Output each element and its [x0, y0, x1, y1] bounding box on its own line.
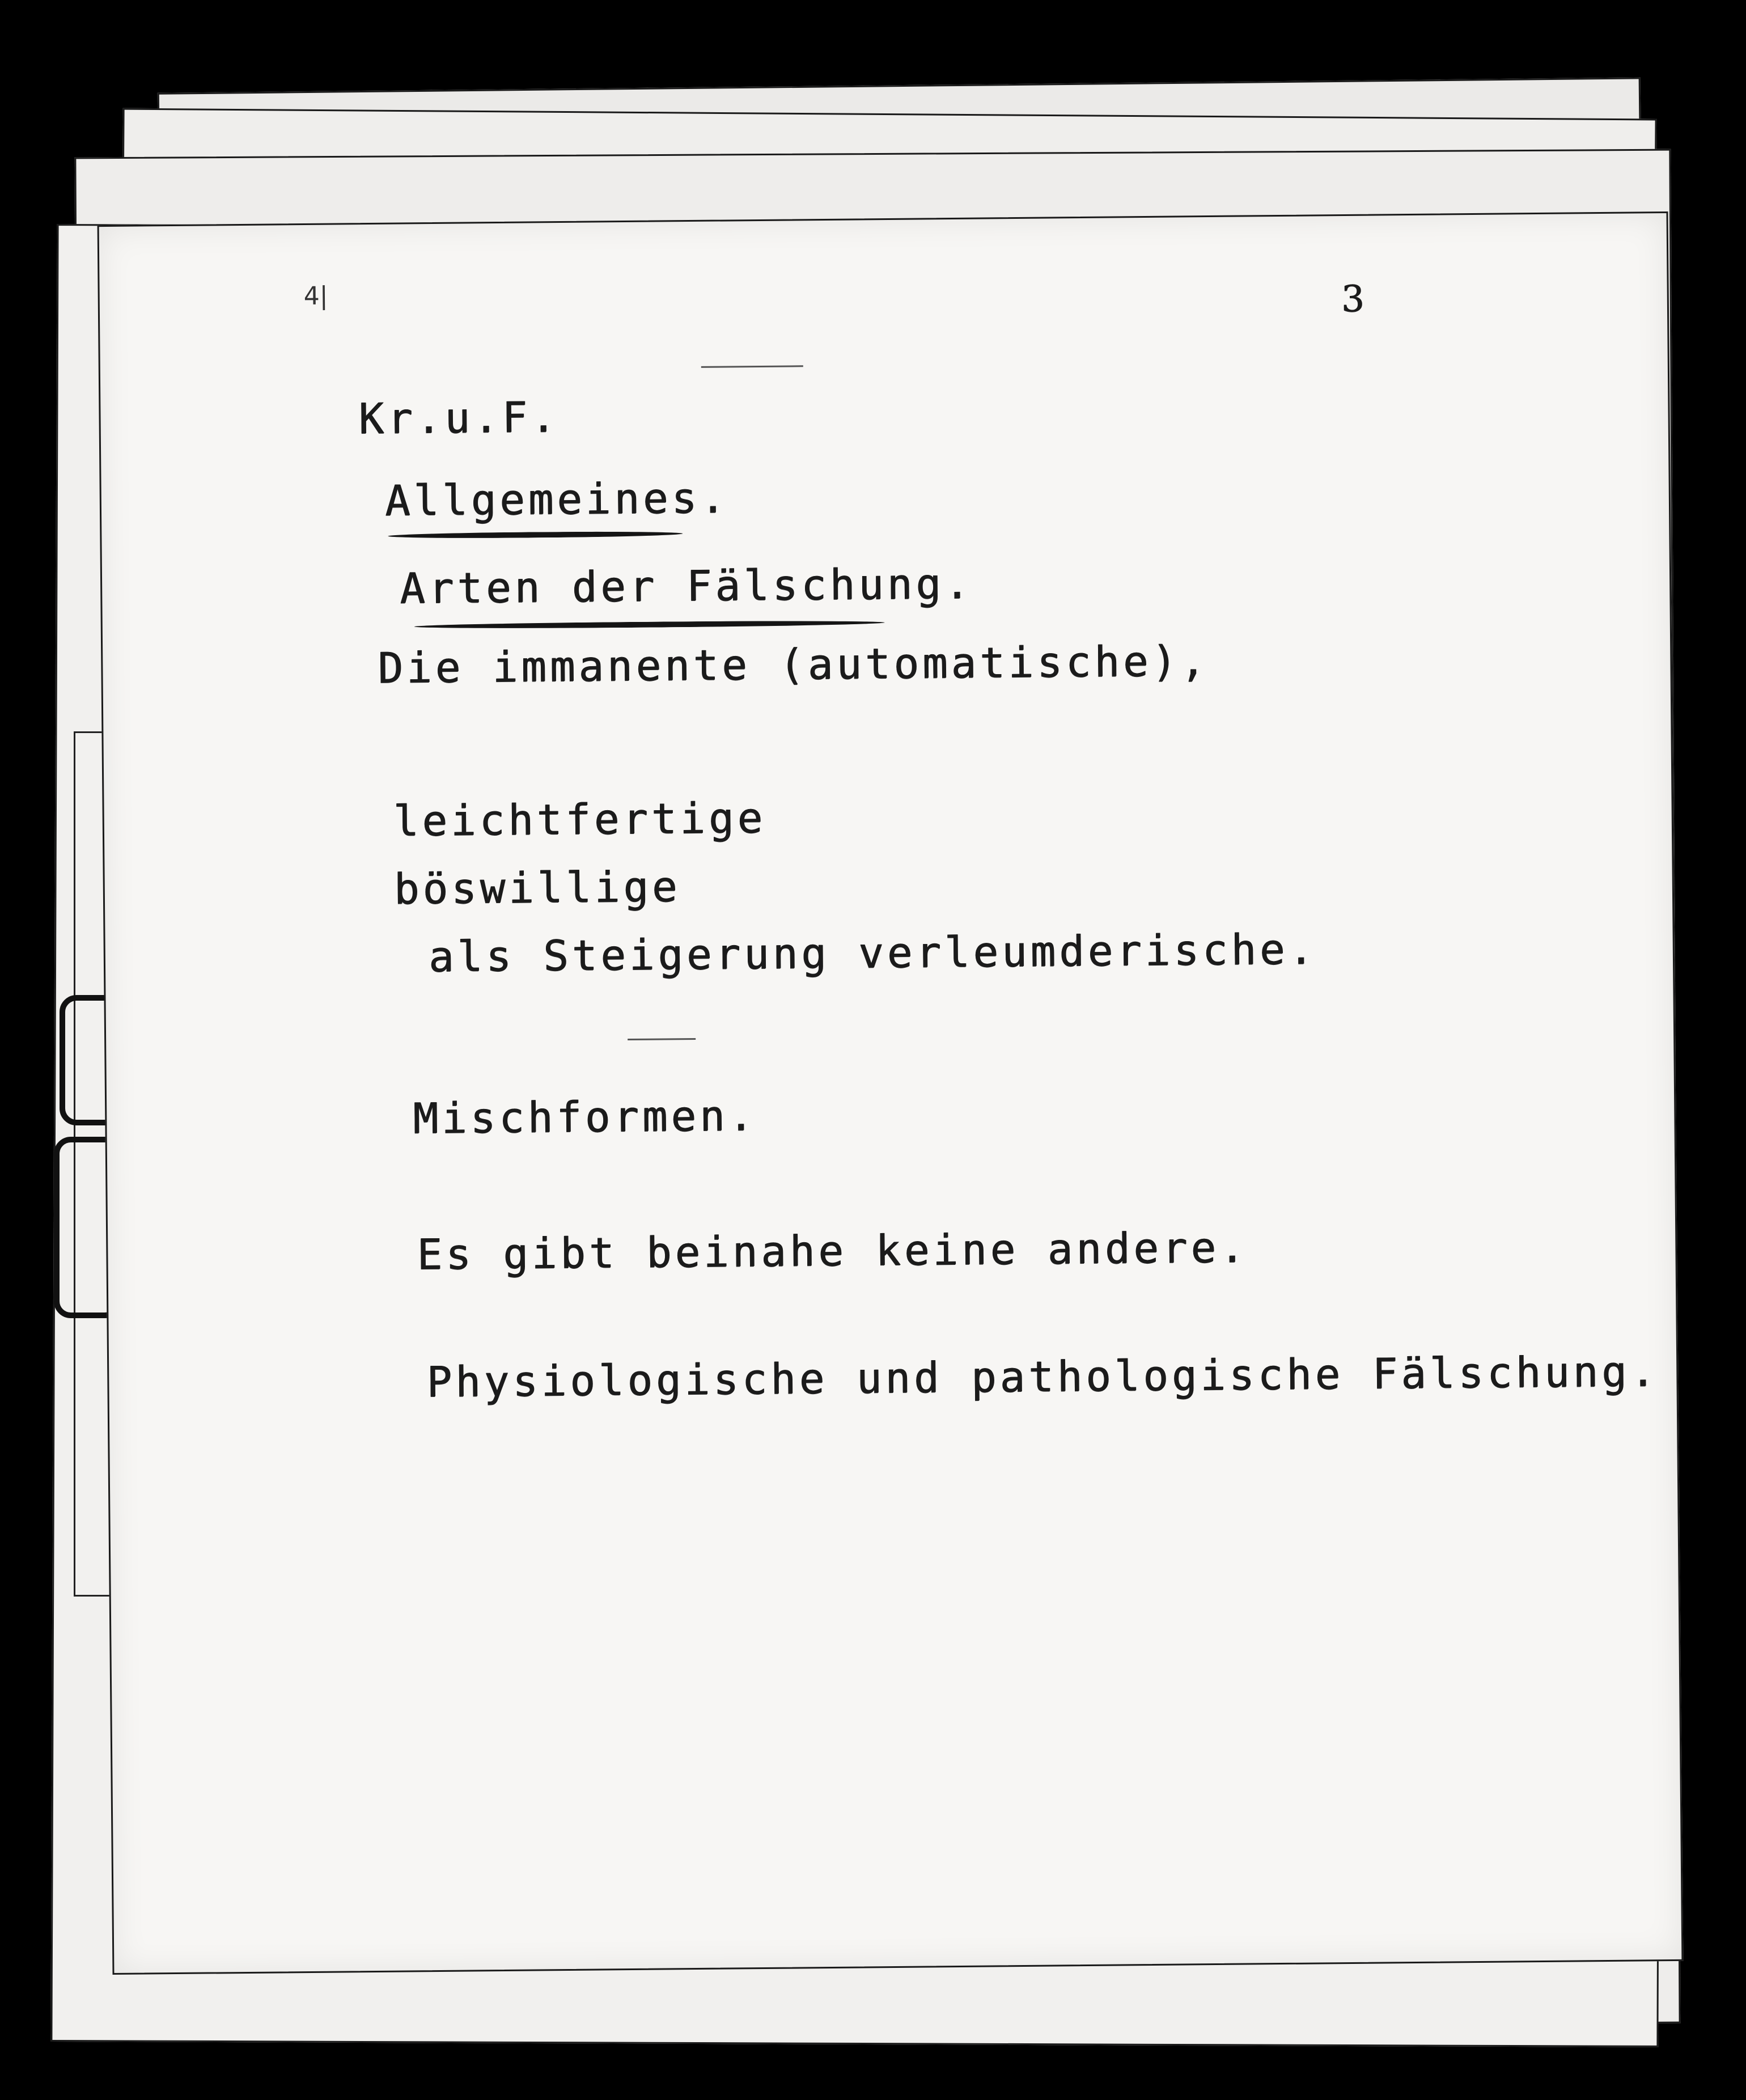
stray-stroke	[701, 365, 803, 368]
document-line: Mischformen.	[412, 1091, 757, 1144]
section-heading: Allgemeines.	[384, 473, 729, 526]
document-line: als Steigerung verleumderische.	[428, 925, 1317, 982]
subheading: Arten der Fälschung.	[399, 559, 973, 613]
stray-stroke	[628, 1038, 696, 1040]
document-header: Kr.u.F.	[358, 393, 560, 444]
document-line: böswillige	[393, 862, 681, 914]
margin-mark: 4|	[303, 281, 328, 311]
document-line: Es gibt beinahe keine andere.	[417, 1223, 1248, 1280]
document-line: Die immanente (automatische),	[378, 637, 1209, 693]
page-number: 3	[1341, 278, 1364, 321]
document-line: Physiologische und pathologische Fälschung.	[426, 1347, 1659, 1407]
subheading-underline	[414, 620, 885, 629]
front-page	[98, 211, 1684, 1975]
section-heading-underline	[388, 531, 683, 539]
document-line: leichtfertige	[393, 793, 766, 846]
